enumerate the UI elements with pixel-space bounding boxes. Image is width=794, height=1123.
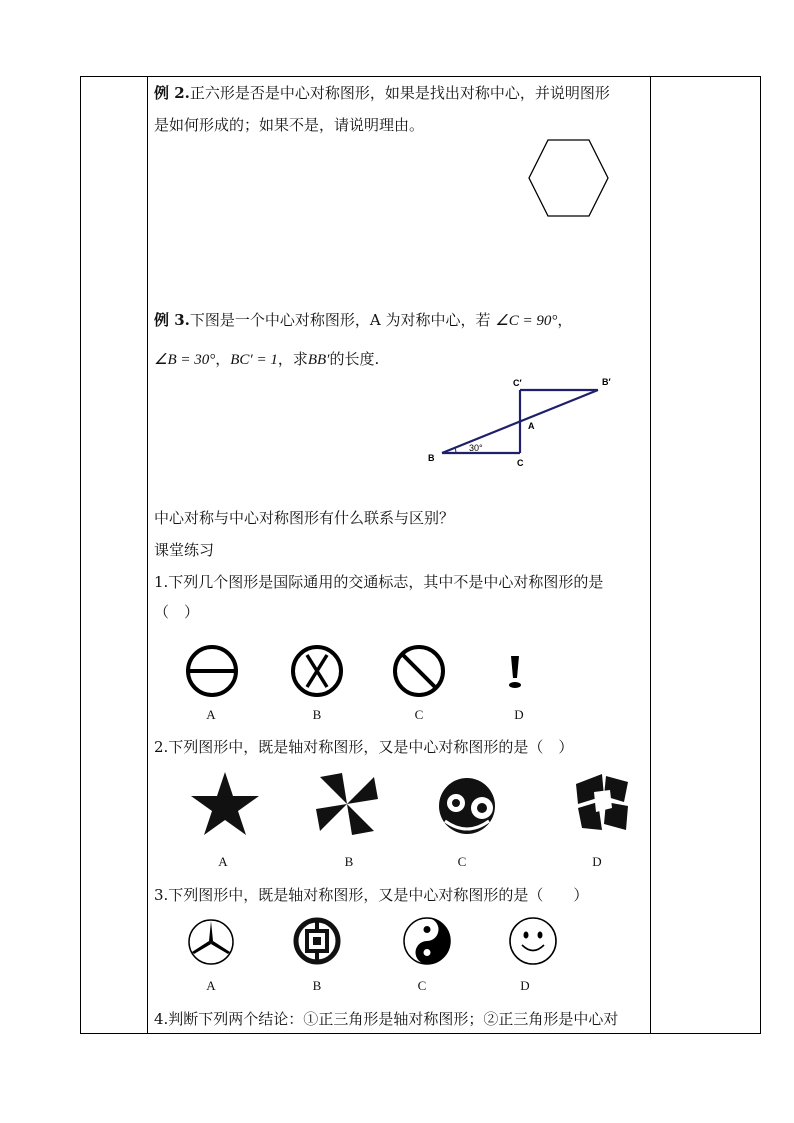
- example2-label: 例 2.: [154, 84, 190, 102]
- q2-option-d-label: D: [592, 854, 602, 869]
- q4-text: 4.判断下列两个结论：①正三角形是轴对称图形；②正三角形是中心对: [154, 1010, 619, 1028]
- q1-option-a-label: A: [206, 707, 216, 722]
- q2-option-c-label: C: [457, 854, 467, 869]
- pinwheel-triangles-icon: [314, 771, 380, 837]
- q3-option-a-label: A: [206, 978, 216, 993]
- point-b-prime-label: B′: [602, 377, 611, 387]
- smiley-face-icon: [508, 916, 558, 966]
- bc-condition: BC′ = 1: [230, 352, 278, 368]
- q2-option-a-label: A: [218, 854, 228, 869]
- example3-sep1: ，: [557, 311, 573, 329]
- angle-30-label: 30°: [469, 443, 483, 453]
- sign-diagonal-slash-icon: [392, 644, 446, 698]
- q1-option-b-label: B: [312, 707, 322, 722]
- q1-option-d-label: D: [514, 707, 524, 722]
- q3-text: 3.下列图形中，既是轴对称图形，又是中心对称图形的是（ ）: [154, 886, 589, 904]
- q2-text: 2.下列图形中，既是轴对称图形，又是中心对称图形的是（ ）: [154, 738, 574, 756]
- example2-text1: 正六形是否是中心对称图形，如果是找出对称中心，并说明图形: [189, 84, 610, 102]
- q1-line1: 1.下列几个图形是国际通用的交通标志，其中不是中心对称图形的是: [154, 573, 604, 591]
- example3-sep2: ，: [215, 350, 231, 368]
- coin-square-hole-logo-icon: [293, 917, 341, 965]
- sign-exclamation-icon: [505, 654, 525, 694]
- example2-line2: 是如何形成的；如果不是，请说明理由。: [154, 116, 425, 134]
- example3-line2: [154, 348, 379, 371]
- tilted-squares-icon: [574, 772, 630, 834]
- example3-line1: [154, 309, 572, 332]
- symmetry-diagram: [420, 372, 630, 472]
- q1-option-c-label: C: [414, 707, 424, 722]
- sign-x-cross-icon: [290, 644, 344, 698]
- sign-horizontal-bar-icon: [185, 644, 239, 698]
- practice-title: 课堂练习: [154, 541, 215, 559]
- q1-line2: （ ）: [154, 603, 200, 621]
- three-pointed-star-logo-icon: [186, 917, 236, 967]
- point-a-label: A: [528, 421, 535, 431]
- angle-b-condition: ∠B = 30°: [154, 352, 216, 368]
- example2-line1: [154, 82, 610, 104]
- example3-ask: ，求: [277, 350, 308, 368]
- q3-option-d-label: D: [520, 978, 530, 993]
- point-c-label: C: [517, 458, 524, 468]
- bb-segment: BB′: [307, 352, 330, 368]
- q2-option-b-label: B: [344, 854, 354, 869]
- hexagon-figure: [528, 139, 610, 219]
- q3-option-b-label: B: [312, 978, 322, 993]
- yin-yang-icon: [402, 916, 452, 966]
- example3-label: 例 3.: [154, 311, 190, 329]
- example3-text1: 下图是一个中心对称图形，A 为对称中心，若: [189, 311, 491, 329]
- point-c-prime-label: C′: [513, 378, 522, 388]
- table-column-divider-right: [650, 76, 651, 1034]
- point-b-label: B: [428, 453, 435, 463]
- question-text: 中心对称与中心对称图形有什么联系与区别？: [154, 509, 455, 527]
- swirl-circle-icon: [437, 775, 501, 837]
- example3-ask-tail: 的长度.: [329, 350, 380, 368]
- angle-c-condition: ∠C = 90°: [495, 313, 558, 329]
- q3-option-c-label: C: [417, 978, 427, 993]
- table-column-divider-left: [147, 76, 148, 1034]
- five-point-star-icon: [190, 771, 260, 837]
